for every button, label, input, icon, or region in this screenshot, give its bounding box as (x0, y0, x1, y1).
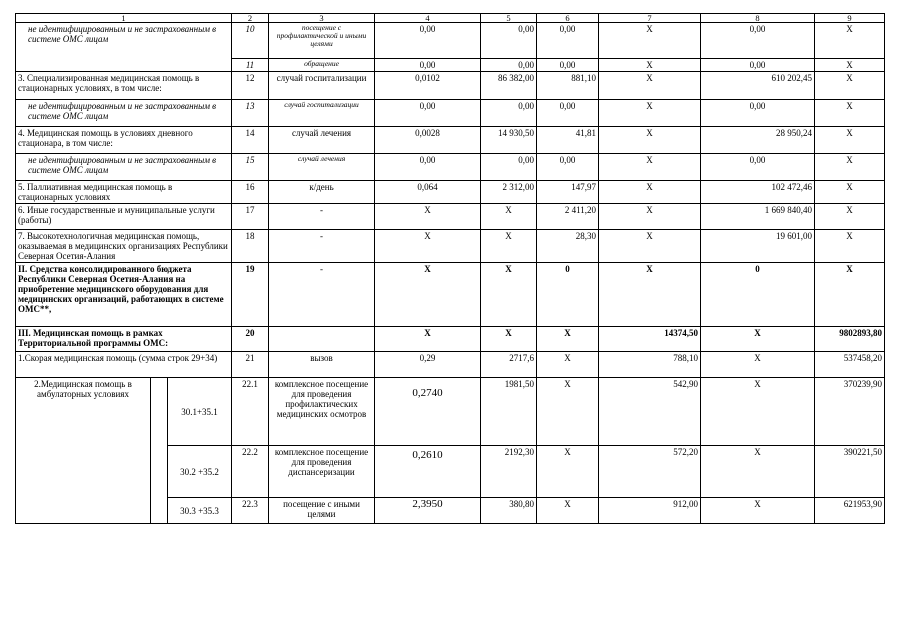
value-cell: 0,00 (481, 59, 537, 72)
unit-cell: к/день (269, 181, 375, 204)
unit-cell: посещение с профилактической и иными целями (269, 23, 375, 59)
unit-cell: - (269, 230, 375, 263)
unit-cell: случай госпитализации (269, 72, 375, 100)
value-cell: 0,29 (375, 352, 481, 378)
value-cell: 0,00 (701, 23, 815, 59)
value-cell: Х (815, 181, 885, 204)
row-name: 6. Иные государственные и муниципальные услуги (работы) (16, 204, 232, 230)
row-name: II. Средства консолидированного бюджета Республики Северная Осетия-Алания на приобретение медицинского оборудования для медицинских организаций, работающих в системе ОМС**, (16, 263, 232, 327)
value-cell: 621953,90 (815, 498, 885, 524)
table-row (16, 154, 885, 181)
value-cell: 0 (701, 263, 815, 327)
value-cell: 102 472,46 (701, 181, 815, 204)
value-cell: Х (537, 498, 599, 524)
header-cell: 5 (481, 14, 537, 23)
value-cell: 0,2610 (375, 446, 481, 498)
header-cell: 7 (599, 14, 701, 23)
value-cell: 147,97 (537, 181, 599, 204)
header-cell: 2 (232, 14, 269, 23)
table-row (16, 127, 885, 154)
value-cell: 0,00 (375, 23, 481, 59)
row-number: 16 (232, 181, 269, 204)
row-name: не идентифицированным и не застрахованным в системе ОМС лицам (16, 100, 232, 127)
value-cell: Х (537, 352, 599, 378)
value-cell: 0,00 (481, 23, 537, 59)
row-name: 3. Специализированная медицинская помощь в стационарных условиях, в том числе: (16, 72, 232, 100)
value-cell: 0,00 (481, 100, 537, 127)
value-cell: 572,20 (599, 446, 701, 498)
table-row (16, 204, 885, 230)
value-cell: 881,10 (537, 72, 599, 100)
value-cell: 0,00 (481, 154, 537, 181)
value-cell: Х (701, 352, 815, 378)
value-cell: Х (701, 327, 815, 352)
value-cell: Х (537, 378, 599, 446)
header-cell: 1 (16, 14, 232, 23)
value-cell: 2 312,00 (481, 181, 537, 204)
value-cell: 0,0028 (375, 127, 481, 154)
value-cell: Х (599, 127, 701, 154)
sub-rows: 30.2 +35.2 (168, 446, 232, 498)
value-cell: 0,00 (537, 154, 599, 181)
value-cell: 0,2740 (375, 378, 481, 446)
header-cell: 9 (815, 14, 885, 23)
value-cell: Х (375, 230, 481, 263)
row-number: 21 (232, 352, 269, 378)
row-number: 22.1 (232, 378, 269, 446)
program-table (15, 13, 885, 524)
header-cell: 6 (537, 14, 599, 23)
row-name: 5. Паллиативная медицинская помощь в стационарных условиях (16, 181, 232, 204)
value-cell: 0,00 (701, 154, 815, 181)
row-name: 1.Скорая медицинская помощь (сумма строк 29+34) (16, 352, 232, 378)
row-name: 4. Медицинская помощь в условиях дневного стационара, в том числе: (16, 127, 232, 154)
value-cell: Х (481, 263, 537, 327)
unit-cell (269, 327, 375, 352)
row-number: 19 (232, 263, 269, 327)
value-cell: Х (599, 72, 701, 100)
row-number: 12 (232, 72, 269, 100)
header-cell: 8 (701, 14, 815, 23)
table-row (16, 263, 885, 327)
value-cell: 28 950,24 (701, 127, 815, 154)
value-cell: 41,81 (537, 127, 599, 154)
table-row (16, 378, 885, 446)
value-cell: Х (537, 446, 599, 498)
value-cell: Х (701, 446, 815, 498)
row-number: 20 (232, 327, 269, 352)
unit-cell: комплексное посещение для проведения профилактических медицинских осмотров (269, 378, 375, 446)
unit-cell: случай госпитализации (269, 100, 375, 127)
value-cell: 0,00 (701, 100, 815, 127)
value-cell: Х (815, 230, 885, 263)
value-cell: 610 202,45 (701, 72, 815, 100)
value-cell: 2192,30 (481, 446, 537, 498)
value-cell: Х (481, 327, 537, 352)
value-cell: 2 411,20 (537, 204, 599, 230)
value-cell: 542,90 (599, 378, 701, 446)
value-cell: 2,3950 (375, 498, 481, 524)
value-cell: 0,00 (537, 59, 599, 72)
table-row (16, 327, 885, 352)
value-cell: 390221,50 (815, 446, 885, 498)
row-number: 18 (232, 230, 269, 263)
value-cell: Х (701, 498, 815, 524)
unit-cell: посещение с иными целями (269, 498, 375, 524)
value-cell: 0,00 (537, 23, 599, 59)
unit-cell: вызов (269, 352, 375, 378)
value-cell: Х (599, 100, 701, 127)
value-cell: 2717,6 (481, 352, 537, 378)
value-cell: Х (599, 230, 701, 263)
table-row (16, 72, 885, 100)
value-cell: Х (375, 263, 481, 327)
unit-cell: - (269, 263, 375, 327)
value-cell: 19 601,00 (701, 230, 815, 263)
value-cell: Х (375, 327, 481, 352)
unit-cell: случай лечения (269, 127, 375, 154)
value-cell: 28,30 (537, 230, 599, 263)
table-row (16, 352, 885, 378)
value-cell: Х (481, 204, 537, 230)
row-name: 7. Высокотехнологичная медицинская помощь, оказываемая в медицинских организациях Республики Северная Осетия-Алания (16, 230, 232, 263)
header-cell: 3 (269, 14, 375, 23)
value-cell: 14374,50 (599, 327, 701, 352)
value-cell: Х (815, 72, 885, 100)
value-cell: 0,00 (537, 100, 599, 127)
value-cell: Х (599, 59, 701, 72)
value-cell: 0,064 (375, 181, 481, 204)
row-number: 17 (232, 204, 269, 230)
value-cell: Х (815, 23, 885, 59)
value-cell: 14 930,50 (481, 127, 537, 154)
value-cell: 9802893,80 (815, 327, 885, 352)
row-name: III. Медицинская помощь в рамках Территориальной программы ОМС: (16, 327, 232, 352)
value-cell: 0,00 (375, 59, 481, 72)
value-cell: 370239,90 (815, 378, 885, 446)
value-cell: 0,00 (375, 154, 481, 181)
value-cell: Х (481, 230, 537, 263)
unit-cell: - (269, 204, 375, 230)
row-number: 14 (232, 127, 269, 154)
sub-rows: 30.3 +35.3 (168, 498, 232, 524)
value-cell: 1 669 840,40 (701, 204, 815, 230)
group-name: 2.Медицинская помощь в амбулаторных условиях (16, 378, 151, 524)
value-cell: Х (815, 154, 885, 181)
row-number: 10 (232, 23, 269, 59)
value-cell: 0,0102 (375, 72, 481, 100)
value-cell: 0,00 (701, 59, 815, 72)
row-number: 15 (232, 154, 269, 181)
value-cell: Х (599, 181, 701, 204)
header-cell: 4 (375, 14, 481, 23)
value-cell: Х (599, 154, 701, 181)
value-cell: 537458,20 (815, 352, 885, 378)
unit-cell: случай лечения (269, 154, 375, 181)
empty-cell (151, 378, 168, 524)
value-cell: Х (375, 204, 481, 230)
value-cell: 86 382,00 (481, 72, 537, 100)
value-cell: 788,10 (599, 352, 701, 378)
row-number: 22.3 (232, 498, 269, 524)
value-cell: Х (599, 204, 701, 230)
value-cell: Х (599, 23, 701, 59)
value-cell: Х (815, 263, 885, 327)
row-number: 11 (232, 59, 269, 72)
row-name: не идентифицированным и не застрахованным в системе ОМС лицам (16, 154, 232, 181)
unit-cell: обращение (269, 59, 375, 72)
row-name: не идентифицированным и не застрахованным в системе ОМС лицам (16, 23, 232, 72)
table-row (16, 100, 885, 127)
column-numbers-row (16, 14, 885, 23)
row-number: 22.2 (232, 446, 269, 498)
sub-rows: 30.1+35.1 (168, 378, 232, 446)
value-cell: 1981,50 (481, 378, 537, 446)
value-cell: 0 (537, 263, 599, 327)
value-cell: Х (815, 100, 885, 127)
value-cell: Х (815, 59, 885, 72)
row-number: 13 (232, 100, 269, 127)
value-cell: 0,00 (375, 100, 481, 127)
table-row (16, 230, 885, 263)
table-row (16, 23, 885, 59)
table-row (16, 181, 885, 204)
value-cell: Х (537, 327, 599, 352)
value-cell: Х (815, 204, 885, 230)
unit-cell: комплексное посещение для проведения диспансеризации (269, 446, 375, 498)
value-cell: 380,80 (481, 498, 537, 524)
value-cell: 912,00 (599, 498, 701, 524)
value-cell: Х (599, 263, 701, 327)
value-cell: Х (815, 127, 885, 154)
value-cell: Х (701, 378, 815, 446)
